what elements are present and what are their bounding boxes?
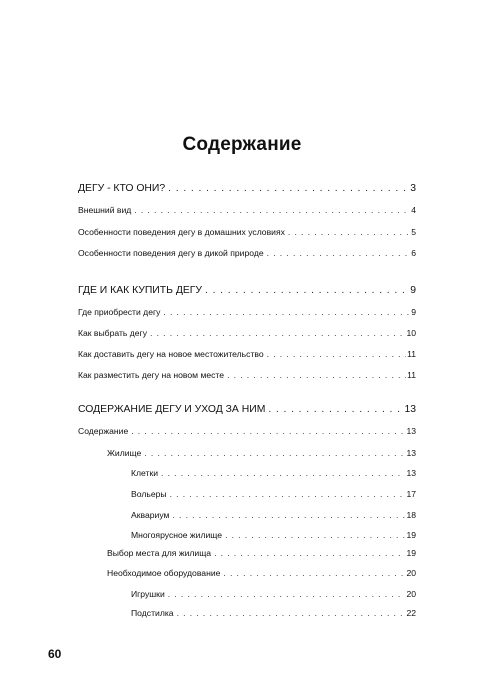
toc-entry: [131, 489, 416, 499]
toc-entry-page: 19: [406, 548, 416, 558]
toc-entry: [78, 227, 416, 237]
toc-entry: [107, 448, 416, 458]
toc-entry-label: Игрушки: [131, 589, 165, 599]
toc-entry-label: Особенности поведения дегу в домашних условиях: [78, 227, 285, 237]
toc-entry-page: 22: [406, 608, 416, 618]
toc-entry-page: 9: [411, 307, 416, 317]
toc-entry: [78, 349, 416, 359]
toc-entry-page: 20: [406, 589, 416, 599]
toc-entry-page: 13: [404, 404, 416, 415]
toc-entry-label: Как разместить дегу на новом месте: [78, 370, 225, 380]
toc-entry: [131, 589, 416, 599]
toc-entry-label: Вольеры: [131, 489, 167, 499]
toc-entry: [78, 370, 416, 380]
toc-entry-label: Жилище: [107, 448, 142, 458]
toc-leader-dots: [205, 285, 409, 296]
toc-entry: [78, 248, 416, 258]
toc-entry: [78, 426, 416, 436]
toc-entry-label: Особенности поведения дегу в дикой природе: [78, 248, 264, 258]
toc-entry-label: Клетки: [131, 468, 159, 478]
toc-entry-label: ДЕГУ - КТО ОНИ?: [78, 183, 166, 194]
toc-leader-dots: [168, 589, 406, 599]
toc-leader-dots: [214, 548, 405, 558]
toc-leader-dots: [161, 468, 405, 478]
toc-entry: [78, 328, 416, 338]
toc-leader-dots: [177, 608, 406, 618]
toc-entry-label: Аквариум: [131, 510, 170, 520]
toc-entry-page: 9: [410, 285, 416, 296]
toc-entry-label: ГДЕ И КАК КУПИТЬ ДЕГУ: [78, 285, 203, 296]
toc-entry: [131, 510, 416, 520]
toc-entry-page: 13: [406, 448, 416, 458]
toc-entry: [78, 307, 416, 317]
toc-entry-page: 18: [406, 510, 416, 520]
page-title: Содержание: [182, 134, 302, 155]
toc-entry-page: 3: [410, 183, 416, 194]
toc-entry-label: Как выбрать дегу: [78, 328, 147, 338]
toc-entry-label: Необходимое оборудование: [107, 568, 221, 578]
toc-leader-dots: [227, 370, 406, 380]
toc-leader-dots: [134, 205, 410, 215]
toc-leader-dots: [267, 349, 406, 359]
toc-entry: [78, 205, 416, 215]
toc-entry-page: 13: [406, 426, 416, 436]
toc-entry: [107, 548, 416, 558]
toc-entry: [131, 468, 416, 478]
toc-entry-label: Содержание: [78, 426, 129, 436]
toc-entry-page: 13: [406, 468, 416, 478]
toc-leader-dots: [268, 404, 403, 415]
toc-entry-page: 10: [406, 328, 416, 338]
toc-entry-page: 4: [411, 205, 416, 215]
toc-entry-label: Внешний вид: [78, 205, 132, 215]
toc-entry-page: 6: [411, 248, 416, 258]
toc-entry-label: Многоярусное жилище: [131, 530, 223, 540]
toc-entry: [107, 568, 416, 578]
toc-leader-dots: [225, 530, 405, 540]
toc-entry-page: 5: [411, 227, 416, 237]
toc-leader-dots: [131, 426, 405, 436]
toc-leader-dots: [163, 307, 410, 317]
toc-entry-label: Подстилка: [131, 608, 174, 618]
toc-entry-label: Где приобрести дегу: [78, 307, 161, 317]
toc-leader-dots: [168, 183, 409, 194]
toc-entry: [78, 404, 416, 415]
toc-entry-page: 11: [407, 370, 416, 380]
toc-entry-page: 17: [406, 489, 416, 499]
toc-entry-page: 11: [407, 349, 416, 359]
toc-entry-label: Выбор места для жилища: [107, 548, 212, 558]
toc-entry: [78, 183, 416, 194]
toc-entry-label: СОДЕРЖАНИЕ ДЕГУ И УХОД ЗА НИМ: [78, 404, 266, 415]
toc-entry-page: 19: [406, 530, 416, 540]
toc-leader-dots: [267, 248, 411, 258]
toc-entry-page: 20: [406, 568, 416, 578]
toc-entry-label: Как доставить дегу на новое местожительство: [78, 349, 264, 359]
toc-leader-dots: [288, 227, 410, 237]
toc-entry: [131, 530, 416, 540]
toc-leader-dots: [144, 448, 405, 458]
toc-entry: [78, 285, 416, 296]
page-number: 60: [48, 647, 62, 661]
toc-leader-dots: [223, 568, 405, 578]
toc-leader-dots: [172, 510, 405, 520]
toc-entry: [131, 608, 416, 618]
toc-leader-dots: [150, 328, 405, 338]
toc-leader-dots: [170, 489, 406, 499]
